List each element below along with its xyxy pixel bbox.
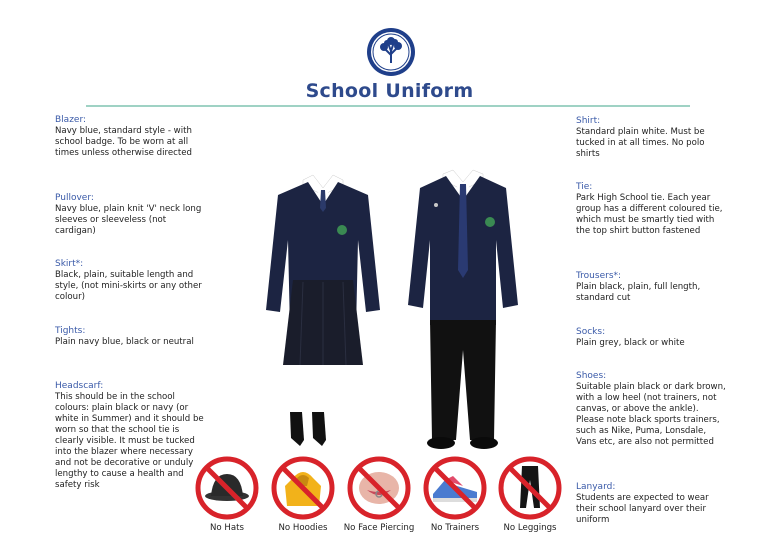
no-face-piercing-item (339, 456, 419, 533)
ban-label: No Trainers (430, 523, 480, 533)
section-heading: Socks: (576, 327, 606, 337)
section-body: Plain grey, black or white (576, 338, 685, 348)
section-body: Standard plain white. Must be tucked in at all times. No polo shirts (576, 127, 705, 159)
headscarf-section (55, 381, 205, 491)
section-heading: Pullover: (55, 193, 94, 203)
page-title: School Uniform (305, 80, 474, 102)
section-heading: Shirt: (576, 116, 601, 126)
section-heading: Lanyard: (576, 482, 616, 492)
section-heading: Skirt*: (55, 259, 84, 269)
trousers-section (576, 271, 726, 304)
section-body: Navy blue, plain knit 'V' neck long sleeves or sleeveless (not cardigan) (55, 204, 202, 236)
ban-label: No Leggings (503, 523, 557, 533)
title-divider (86, 105, 690, 107)
section-body: Black, plain, suitable length and style, (not mini-skirts or any other colour) (55, 270, 202, 302)
section-heading: Trousers*: (576, 271, 622, 281)
blazer-section (55, 115, 205, 159)
piercing-icon (347, 456, 411, 520)
skirt-section (55, 259, 205, 303)
ban-label: No Hoodies (278, 523, 328, 533)
section-body: Plain black, plain, full length, standard cut (576, 282, 701, 303)
tie-section (576, 182, 726, 237)
girl-uniform (266, 175, 380, 365)
section-heading: Tie: (576, 182, 593, 192)
no-hoodies-item (263, 456, 343, 533)
leggings-icon (498, 456, 562, 520)
section-body: Plain navy blue, black or neutral (55, 337, 194, 347)
no-trainers-item (415, 456, 495, 533)
section-body: Students are expected to wear their school lanyard over their uniform (576, 493, 709, 525)
section-heading: Tights: (55, 326, 86, 336)
socks-section (576, 327, 726, 349)
section-body: Park High School tie. Each year group has a different coloured tie, which must be smartly tied with the top shirt button fastened (576, 193, 723, 236)
shoes-section (576, 371, 726, 448)
section-body: This should be in the school colours: plain black or navy (or white in Summer) and it should be worn so that the school tie is clearly visible. It must be tucked into the blazer where necessary and not be decorative or unduly lengthy to cause a health and safety risk (55, 392, 204, 490)
hat-icon (195, 456, 259, 520)
shirt-section (576, 116, 726, 160)
girl-shoes (290, 412, 326, 446)
pullover-section (55, 193, 205, 237)
section-heading: Headscarf: (55, 381, 104, 391)
lanyard-section (576, 482, 726, 526)
ban-label: No Face Piercing (343, 523, 415, 533)
section-body: Suitable plain black or dark brown, with a low heel (not trainers, not canvas, or above the ankle). Please note black sports trainers, such as Nike, Puma, Lonsdale, Vans etc, are also not permitted (576, 382, 726, 447)
boy-uniform (408, 170, 518, 449)
ban-label: No Hats (210, 523, 244, 533)
school-logo (366, 27, 416, 77)
section-heading: Blazer: (55, 115, 87, 125)
hoodie-icon (271, 456, 335, 520)
section-body: Navy blue, standard style - with school badge. To be worn at all times unless otherwise directed (55, 126, 192, 158)
no-leggings-item (490, 456, 570, 533)
section-heading: Shoes: (576, 371, 607, 381)
tights-section (55, 326, 205, 348)
trainer-icon (423, 456, 487, 520)
no-hats-item (187, 456, 267, 533)
uniform-illustration (258, 160, 528, 460)
